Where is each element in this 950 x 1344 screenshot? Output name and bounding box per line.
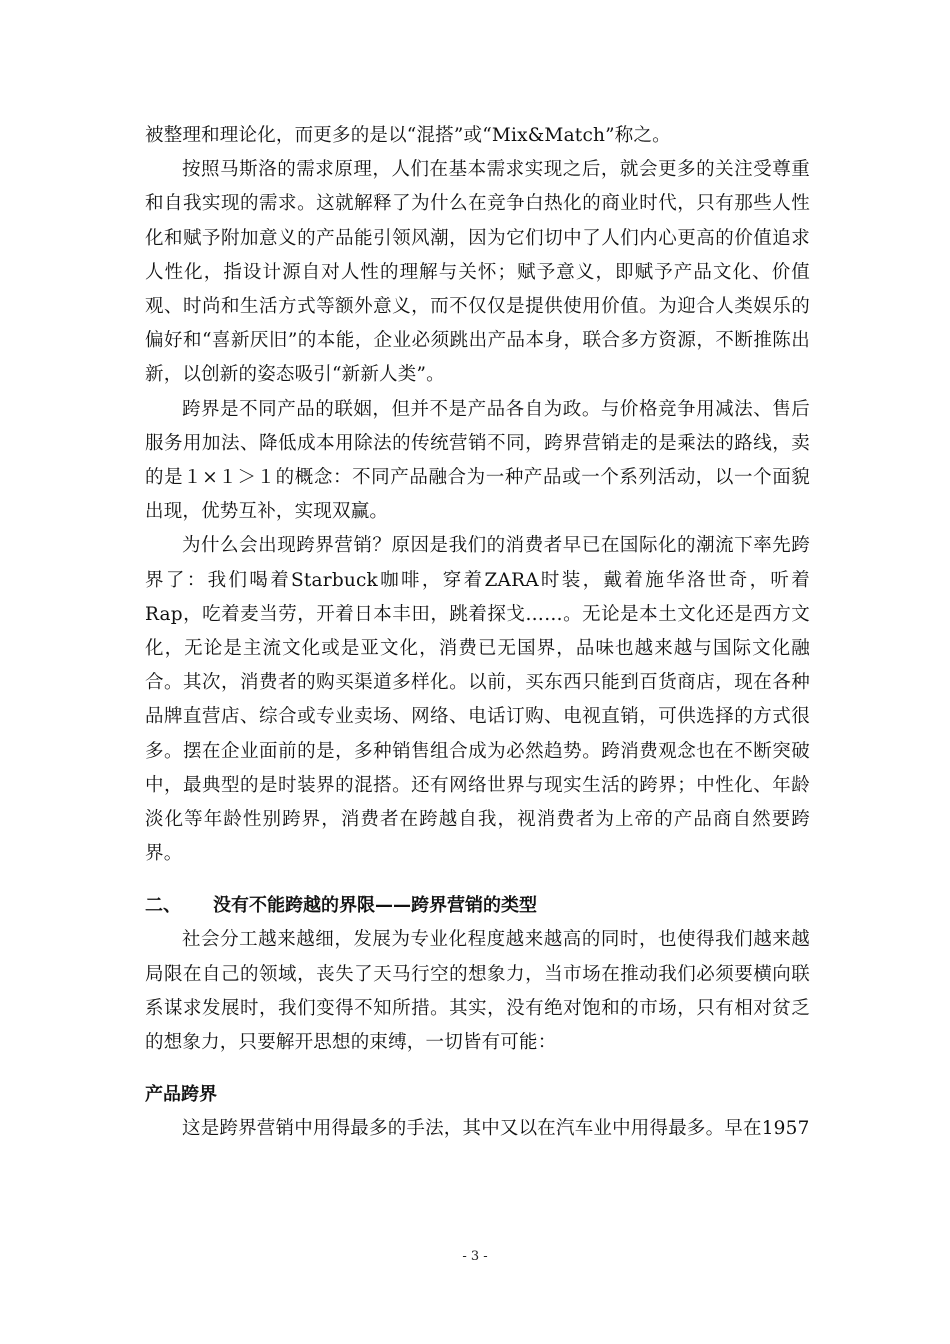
section-heading-title: 没有不能跨越的界限——跨界营销的类型 xyxy=(213,895,537,917)
section-heading xyxy=(145,889,810,923)
paragraph-4: 为什么会出现跨界营销？原因是我们的消费者早已在国际化的潮流下率先跨界了：我们喝着Starbuck咖啡，穿着ZARA时装，戴着施华洛世奇，听着Rap，吃着麦当劳，开着日本丰田，跳着探戈……。无论是本土文化还是西方文化，无论是主流文化或是亚文化，消费已无国界，品味也越来越与国际文化融合。其次，消费者的购买渠道多样化。以前，买东西只能到百货商店，现在各种品牌直营店、综合或专业卖场、网络、电话订购、电视直销，可供选择的方式很多。摆在企业面前的是，多种销售组合成为必然趋势。跨消费观念也在不断突破中，最典型的是时装界的混搭。还有网络世界与现实生活的跨界；中性化、年龄淡化等年龄性别跨界，消费者在跨越自我，视消费者为上帝的产品商自然要跨界。 xyxy=(145,535,810,865)
paragraph-2: 按照马斯洛的需求原理，人们在基本需求实现之后，就会更多的关注受尊重和自我实现的需求。这就解释了为什么在竞争白热化的商业时代，只有那些人性化和赋予附加意义的产品能引领风潮，因为它们切中了人们内心更高的价值追求人性化，指设计源自对人性的理解与关怀；赋予意义，即赋予产品文化、价值观、时尚和生活方式等额外意义，而不仅仅是提供使用价值。为迎合人类娱乐的偏好和“喜新厌旧”的本能，企业必须跳出产品本身，联合多方资源，不断推陈出新，以创新的姿态吸引“新新人类”。 xyxy=(145,159,810,386)
page-content xyxy=(145,119,810,1146)
paragraph-1: 被整理和理论化，而更多的是以“混搭”或“Mix&Match”称之。 xyxy=(145,125,671,146)
page-number: - 3 - xyxy=(462,1249,488,1264)
paragraph-5: 社会分工越来越细，发展为专业化程度越来越高的同时，也使得我们越来越局限在自己的领域，丧失了天马行空的想象力，当市场在推动我们必须要横向联系谋求发展时，我们变得不知所措。其实，没有绝对饱和的市场，只有相对贫乏的想象力，只要解开思想的束缚，一切皆有可能： xyxy=(145,929,810,1054)
paragraph-6: 这是跨界营销中用得最多的手法，其中又以在汽车业中用得最多。早在1957 xyxy=(182,1118,810,1140)
paragraph-3: 跨界是不同产品的联姻，但并不是产品各自为政。与价格竞争用减法、售后服务用加法、降低成本用除法的传统营销不同，跨界营销走的是乘法的路线，卖的是１×１＞１的概念：不同产品融合为一种产品或一个系列活动，以一个面貌出现，优势互补，实现双赢。 xyxy=(145,398,810,523)
subsection-heading: 产品跨界 xyxy=(145,1084,217,1106)
section-heading-number: 二、 xyxy=(145,895,181,917)
